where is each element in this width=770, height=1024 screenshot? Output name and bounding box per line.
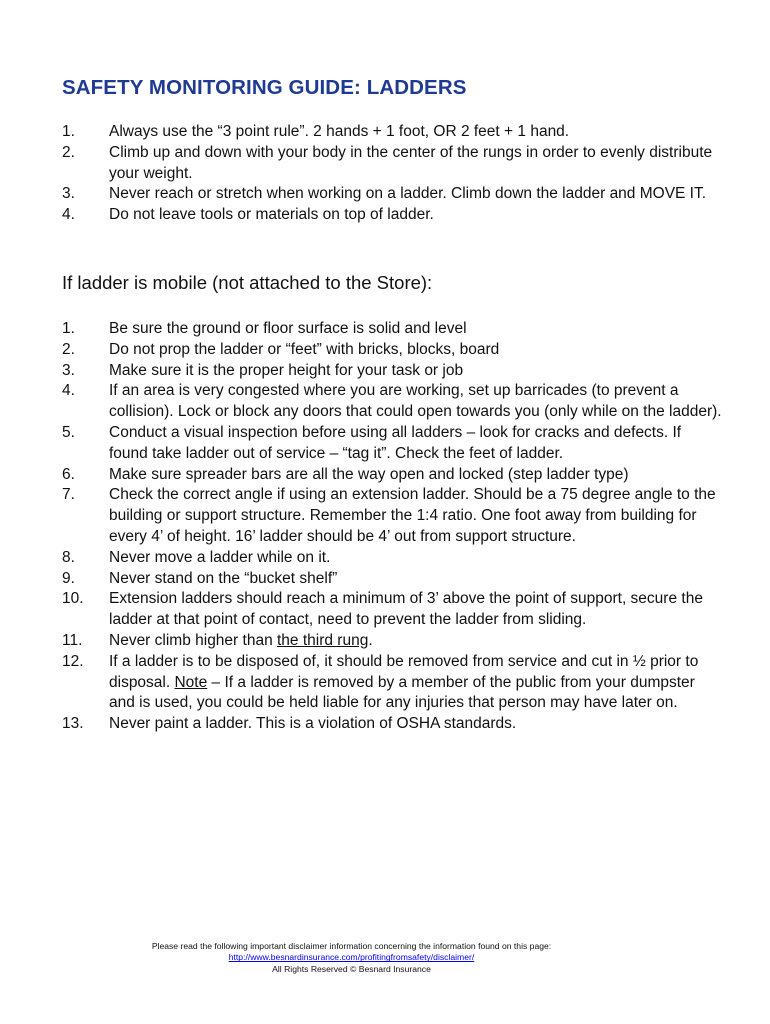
item-number: 4. bbox=[62, 206, 75, 224]
general-rules-list bbox=[62, 122, 722, 226]
item-number: 9. bbox=[62, 569, 75, 587]
copyright-text: All Rights Reserved © Besnard Insurance bbox=[272, 963, 431, 974]
list-item bbox=[62, 361, 722, 382]
disclaimer-link[interactable]: http://www.besnardinsurance.com/profitingfromsafety/disclaimer/ bbox=[228, 952, 475, 963]
item-text: Conduct a visual inspection before using all ladders – look for cracks and defects. If found take ladder out of service – “tag it”. Check the feet of ladder. bbox=[109, 423, 682, 462]
underlined-text: Note bbox=[174, 673, 208, 691]
item-text: Extension ladders should reach a minimum of 3’ above the point of support, secure the ladder at that point of contact, need to prevent the ladder from sliding. bbox=[109, 590, 703, 629]
item-number: 7. bbox=[62, 486, 75, 504]
item-text: Be sure the ground or floor surface is solid and level bbox=[109, 320, 467, 337]
list-item bbox=[62, 465, 722, 486]
disclaimer-text: Please read the following important disclaimer information concerning the information found on this page: bbox=[151, 941, 552, 951]
item-text: Check the correct angle if using an extension ladder. Should be a 75 degree angle to the building or support structure. Remember the 1:4 ratio. One foot away from building for every 4’ of height. 16’ ladder should be 4’ out from support structure. bbox=[109, 486, 716, 545]
item-text-after: – If a ladder is removed by a member of the public from your dumpster and is used, you could be held liable for any injuries that person may have later on. bbox=[109, 673, 695, 712]
item-text: Make sure spreader bars are all the way open and locked (step ladder type) bbox=[109, 465, 629, 483]
item-text-before: Never climb higher than bbox=[109, 631, 277, 649]
item-number: 1. bbox=[62, 320, 75, 337]
footer bbox=[100, 941, 603, 975]
item-text: Do not leave tools or materials on top of ladder. bbox=[109, 206, 434, 224]
list-item bbox=[62, 122, 722, 143]
item-text-after: . bbox=[368, 631, 373, 649]
mobile-ladder-heading: If ladder is mobile (not attached to the Store): bbox=[62, 272, 433, 293]
item-number: 3. bbox=[62, 361, 75, 379]
list-item bbox=[62, 423, 722, 465]
item-number: 2. bbox=[62, 143, 75, 161]
item-number: 5. bbox=[62, 423, 75, 441]
page-title: SAFETY MONITORING GUIDE: LADDERS bbox=[62, 76, 467, 99]
list-item bbox=[62, 589, 722, 631]
list-item bbox=[62, 631, 722, 652]
item-text: Never reach or stretch when working on a ladder. Climb down the ladder and MOVE IT. bbox=[109, 185, 707, 203]
item-text: Climb up and down with your body in the center of the rungs in order to evenly distribute your weight. bbox=[109, 143, 713, 182]
underlined-text: the third rung bbox=[277, 631, 369, 649]
list-item bbox=[62, 548, 722, 569]
mobile-rules-list bbox=[62, 319, 722, 735]
item-number: 11. bbox=[62, 631, 83, 649]
list-item bbox=[62, 714, 722, 735]
list-item bbox=[62, 569, 722, 590]
item-number: 6. bbox=[62, 465, 75, 483]
item-text: Do not prop the ladder or “feet” with bricks, blocks, board bbox=[109, 340, 500, 358]
item-number: 1. bbox=[62, 123, 75, 140]
item-number: 12. bbox=[62, 652, 84, 670]
list-item bbox=[62, 485, 722, 547]
item-number: 2. bbox=[62, 340, 75, 358]
list-item bbox=[62, 184, 722, 205]
item-text-before: If a ladder is to be disposed of, it should be removed from service and cut in ½ prior to disposal. bbox=[109, 652, 699, 691]
item-number: 10. bbox=[62, 590, 84, 608]
item-text: Never stand on the “bucket shelf” bbox=[109, 569, 338, 587]
item-text: Always use the “3 point rule”. 2 hands + 1 foot, OR 2 feet + 1 hand. bbox=[109, 123, 570, 140]
list-item bbox=[62, 652, 722, 714]
item-text: Never paint a ladder. This is a violation of OSHA standards. bbox=[109, 715, 517, 733]
item-number: 13. bbox=[62, 715, 84, 733]
item-text: Make sure it is the proper height for your task or job bbox=[109, 361, 464, 379]
list-item bbox=[62, 319, 722, 340]
list-item bbox=[62, 340, 722, 361]
item-text: Never move a ladder while on it. bbox=[109, 548, 331, 566]
item-number: 3. bbox=[62, 185, 75, 203]
list-item bbox=[62, 381, 722, 423]
item-text: If an area is very congested where you are working, set up barricades (to prevent a collision). Lock or block any doors that could open towards you (only while on the ladder). bbox=[109, 382, 722, 421]
list-item bbox=[62, 205, 722, 226]
item-number: 4. bbox=[62, 382, 75, 400]
item-number: 8. bbox=[62, 548, 75, 566]
list-item bbox=[62, 143, 722, 185]
